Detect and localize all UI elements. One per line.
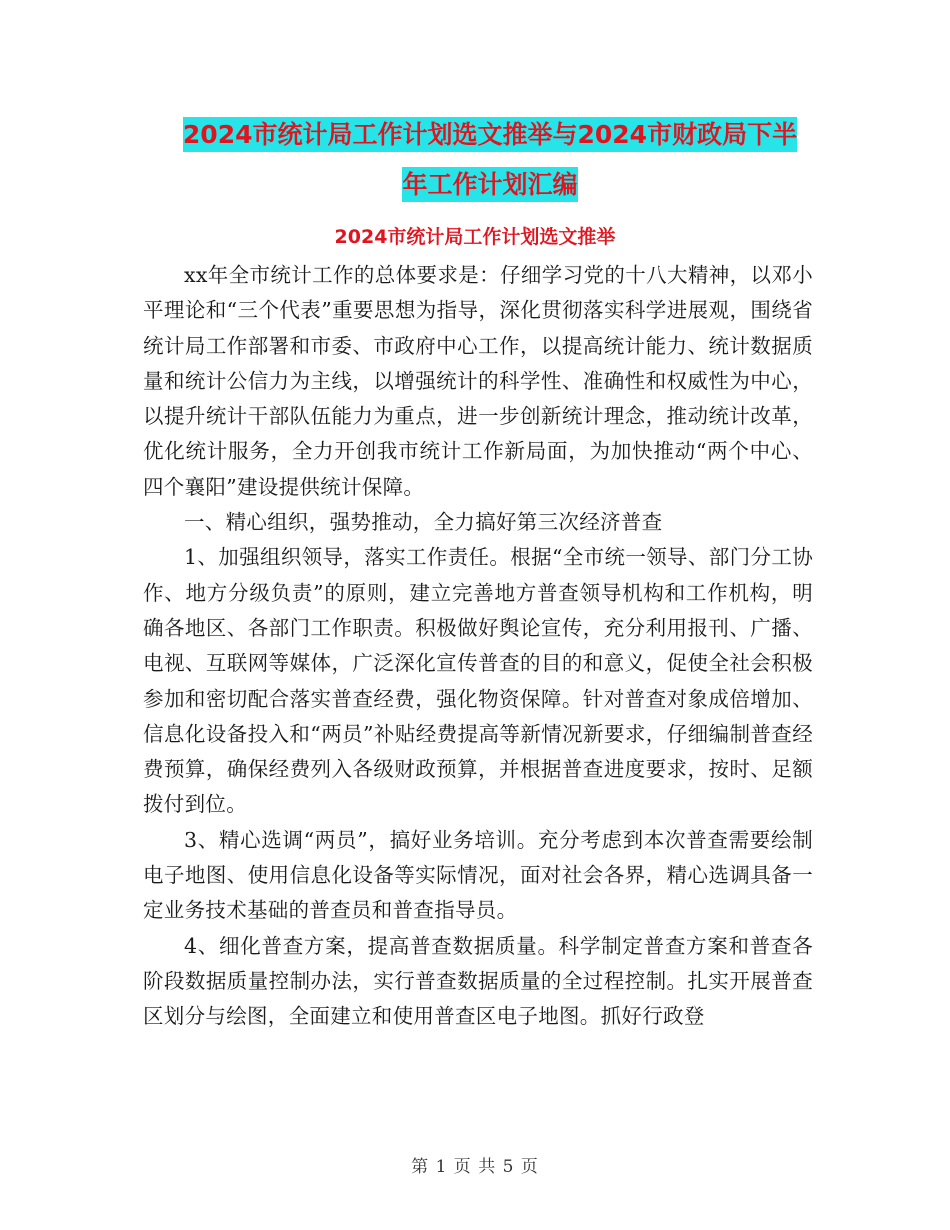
page-number-footer: 第 1 页 共 5 页 — [411, 1157, 539, 1177]
paragraph: 一、精心组织，强势推动，全力搞好第三次经济普查 — [184, 510, 663, 535]
paragraph: 3、精心选调“两员”，搞好业务培训。充分考虑到本次普查需要绘制电子地图、使用信息化设备等实际情况，面对社会各界，精心选调具备一定业务技术基础的普查员和普查指导员。 — [143, 827, 813, 923]
paragraph: 1、加强组织领导，落实工作责任。根据“全市统一领导、部门分工协作、地方分级负责”的原则，建立完善地方普查领导机构和工作机构，明确各地区、各部门工作职责。积极做好舆论宣传，充分利用报刊、广播、电视、互联网等媒体，广泛深化宣传普查的目的和意义，促使全社会积极参加和密切配合落实普查经费，强化物资保障。针对普查对象成倍增加、信息化设备投入和“两员”补贴经费提高等新情况新要求，仔细编制普查经费预算，确保经费列入各级财政预算，并根据普查进度要求，按时、足额拨付到位。 — [143, 545, 813, 817]
document-body — [143, 258, 813, 1035]
document-title — [140, 110, 840, 210]
section-title: 2024市统计局工作计划选文推举 — [334, 226, 616, 248]
document-title-line-2: 年工作计划汇编 — [402, 167, 577, 202]
paragraph: xx年全市统计工作的总体要求是：仔细学习党的十八大精神，以邓小平理论和“三个代表”重要思想为指导，深化贯彻落实科学进展观，围绕省统计局工作部署和市委、市政府中心工作，以提高统计能力、统计数据质量和统计公信力为主线，以增强统计的科学性、准确性和权威性为中心，以提升统计干部队伍能力为重点，进一步创新统计理念，推动统计改革，优化统计服务，全力开创我市统计工作新局面，为加快推动“两个中心、四个襄阳”建设提供统计保障。 — [143, 263, 813, 499]
paragraph: 4、细化普查方案，提高普查数据质量。科学制定普查方案和普查各阶段数据质量控制办法，实行普查数据质量的全过程控制。扎实开展普查区划分与绘图，全面建立和使用普查区电子地图。抓好行政登 — [143, 933, 813, 1029]
document-title-line-1: 2024市统计局工作计划选文推举与2024市财政局下半 — [183, 117, 797, 152]
